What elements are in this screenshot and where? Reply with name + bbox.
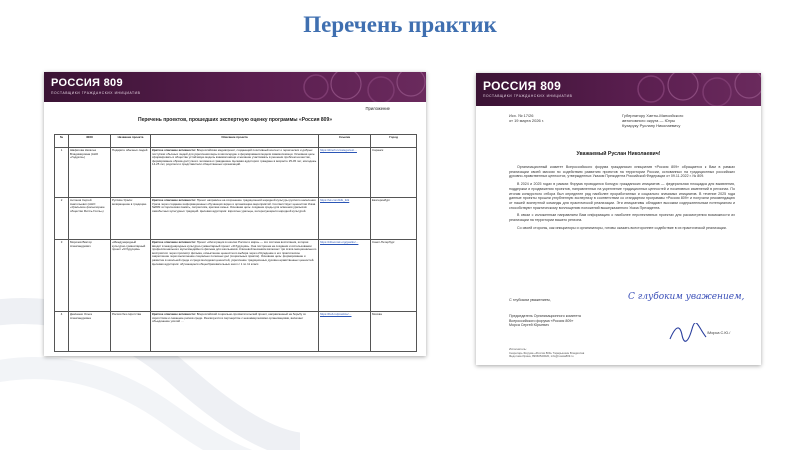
table-row	[55, 148, 417, 198]
banner-ornament-icon	[276, 72, 426, 102]
outgoing-number	[509, 113, 544, 123]
table-row	[55, 198, 417, 240]
table-row	[55, 312, 417, 352]
col-header-description: Описание проекта	[151, 135, 319, 148]
executor-line: Федотова Ирина, 89660520020, info@russia809.ru	[509, 354, 574, 359]
col-header-project: Название проекта	[111, 135, 151, 148]
outgoing-date-line: от 19 марта 2026 г.	[509, 118, 544, 124]
description-label: Краткое описание активности:	[152, 148, 196, 152]
letter-paragraph: Организационный комитет Всероссийского форума гражданских инициатив «Россия 809» обращается к Вам в рамках реализации своей миссии по содействию развитию проектов на территории России, основанных на традиционных российских духовно-нравственных ценностях, утвержденных Указом Президента Российской Федерации от 09.11.2022 г. № 809.	[509, 165, 735, 179]
outgoing-number-line: Исх. № 17/26	[509, 113, 534, 118]
row-link	[319, 240, 371, 312]
row-description	[151, 198, 319, 240]
handwritten-closing: С глубоким уважением,	[628, 292, 745, 302]
col-header-city: Город	[371, 135, 417, 148]
row-city: Москва	[371, 312, 417, 352]
project-link[interactable]: https://hub.ru/practice/…	[320, 312, 352, 316]
executor-line: Секретарь Форума «Россия 809» Тарарышкин Владислав	[509, 350, 585, 355]
description-text: Проект направлен на сохранение традиционной народной культуры русского населения Урала через создание информационных обучающих видео и организацию мероприятий. Соответствует ценностям Указа №809: историческая память, патриотизм, крепкая семья. Основная цель: создание среды для освоения уральских самобытных культурных традиций. Целевая аудитория: взрослые уральцы, интересующиеся народной культурой.	[152, 198, 316, 213]
practices-table	[54, 134, 417, 352]
document-banner	[44, 72, 426, 102]
table-title: Перечень проектов, прошедших экспертную оценку программы «Россия 809»	[137, 117, 333, 123]
slide-title: Перечень практик	[303, 12, 497, 37]
row-city: Саранск	[371, 148, 417, 198]
signer-line: Всероссийского форума «Россия 809»	[509, 318, 574, 323]
document-banner	[476, 73, 761, 106]
row-description	[151, 148, 319, 198]
row-project: Россия без сиротства	[111, 312, 151, 352]
addressee-block	[622, 113, 750, 129]
project-link[interactable]: https://rdtoomsk.org/gas/ks/…	[320, 240, 359, 244]
executor-line: Исполнитель:	[509, 347, 527, 351]
description-label: Краткое описание активности:	[152, 198, 196, 202]
row-description	[151, 240, 319, 312]
table-header-row	[55, 135, 417, 148]
row-link	[319, 198, 371, 240]
cover-letter-document	[476, 73, 761, 365]
row-project: Русские Урала: возвращение в традицию	[111, 198, 151, 240]
description-label: Краткое описание активности:	[152, 312, 196, 316]
closing-phrase: С глубоким уважением,	[509, 298, 551, 302]
row-description	[151, 312, 319, 352]
col-header-fio: ФИО	[69, 135, 111, 148]
row-num: 1	[55, 148, 69, 198]
col-header-num: №	[55, 135, 69, 148]
project-link[interactable]: https://vk.com/folk_folk	[320, 198, 350, 202]
signer-line: Морса Сергей Юрьевич	[509, 323, 549, 328]
row-num: 4	[55, 312, 69, 352]
addressee-line: Кухаруку Руслану Николаевичу	[622, 123, 681, 129]
signer-block	[509, 314, 629, 328]
row-fio: Антонов Сергей Анатольевич (АНО «Уральское фольклорное общество Филть-Голль»)	[69, 198, 111, 240]
letter-paragraph: В 2024 и 2025 годах в рамках Форума проводился Конкурс гражданских инициатив — федеральная площадка для выявления, поддержки и продвижения проектов, направленных на укрепление традиционных ценностей и позитивных изменений в регионах. По итогам конкурсного отбора был определен ряд наиболее проработанных и социально значимых инициатив. В течение 2025 года данные проекты прошли углубленную экспертизу в соответствии со стандартом программы «Россия 809» и получили рекомендацию от нашей экспертной команды для практической реализации. Эти инициативы обладают высоким содержательным потенциалом и способствуют практическому воплощению положений вышеуказанного Указа Президента.	[509, 182, 735, 210]
description-text: Проект «Интеграция в школах России и мира» — это система воспитания, которая вводит в международные культурно-гуманитарный проект «Я будущим». Она построена на создании и использовании профессионального мультимедийного фильма для школьников. Ключевой механизм включает три этапа эмоционального восприятия: через просмотр фильма, осмысление ценностного выбора через обсуждение и его практическое закрепление через выполнение социально полезных дел (социальных практик). Основная цель: формирование и развитие в школьной среде и среди молодежи ценностей, укрепление традиционных духовно-нравственных ценностей. Целевая аудитория: обучающиеся общеобразовательных школ с 1 по 11 класс.	[152, 240, 317, 266]
row-fio: Шафигова Наталья Владимировна (АНО «Годдати»)	[69, 148, 111, 198]
banner-ornament-icon	[621, 73, 761, 106]
brand-tagline: ПОСТАВЩИКИ ГРАЖДАНСКИХ ИНИЦИАТИВ	[51, 91, 141, 95]
col-header-link: Ссылка	[319, 135, 371, 148]
brand-logo: РОССИЯ 809	[483, 79, 562, 93]
row-fio: Демченко Ольга Александровна	[69, 312, 111, 352]
description-text: Всероссийский социально-просветительский проект, направленный на борьбу со сиротством и снижение рисков среди. Реализуется в партнерстве с некоммерческими организациями, включает объединение усилий …	[152, 312, 307, 324]
project-link[interactable]: https://dinoh.ru/categories/…	[320, 148, 357, 152]
row-city: Екатеринбург	[371, 198, 417, 240]
description-text: Всероссийская медиапроект, создающий позитивный контент о героических и добрых поступках обычных людей для укрепления веры в милосердие и формирования модели взаимопомощи. Основная цель: сформировать в обществе устойчивую модель взаимопомощи и желание участвовать в решении проблем на местах, формирование образа доступного человека и гражданина. Целевая аудитория: граждане в возрасте 25-45 лет, молодежь 14-25 лет, родители и представители общественных организаций.	[152, 148, 317, 167]
salutation: Уважаемый Руслан Николаевич!	[576, 151, 661, 157]
brand-tagline: ПОСТАВЩИКИ ГРАЖДАНСКИХ ИНИЦИАТИВ	[483, 94, 573, 98]
row-project: «Международный культурно-гуманитарный проект «Я будущим»	[111, 240, 151, 312]
practices-list-document	[44, 72, 426, 356]
signer-short-name: /Морса С.Ю./	[707, 331, 731, 335]
row-num: 2	[55, 198, 69, 240]
executor-block	[509, 348, 679, 359]
row-fio: Морозов Виктор Александрович	[69, 240, 111, 312]
signer-line: Председатель Организационного комитета	[509, 314, 581, 318]
signature-icon	[668, 323, 708, 345]
row-link	[319, 312, 371, 352]
row-num: 3	[55, 240, 69, 312]
letter-paragraph: В связи с изложенным направляем Вам информацию о наиболее перспективных проектах для рассмотрения возможности их реализации на территории вашего региона.	[509, 213, 735, 223]
row-project: Подарите обычных людей	[111, 148, 151, 198]
row-city: Санкт-Петербург	[371, 240, 417, 312]
addressee-line: автономного округа — Югры	[622, 118, 676, 124]
row-link	[319, 148, 371, 198]
addressee-line: Губернатору Ханты-Мансийского	[622, 113, 684, 118]
letter-body	[509, 165, 735, 233]
appendix-label: Приложение	[365, 106, 390, 111]
brand-logo: РОССИЯ 809	[51, 77, 123, 89]
description-label: Краткое описание активности:	[152, 240, 196, 244]
letter-paragraph: Со своей стороны, как инициаторы и организаторы, готовы оказать всестороннее содействие в их практической реализации.	[517, 225, 727, 230]
table-row	[55, 240, 417, 312]
